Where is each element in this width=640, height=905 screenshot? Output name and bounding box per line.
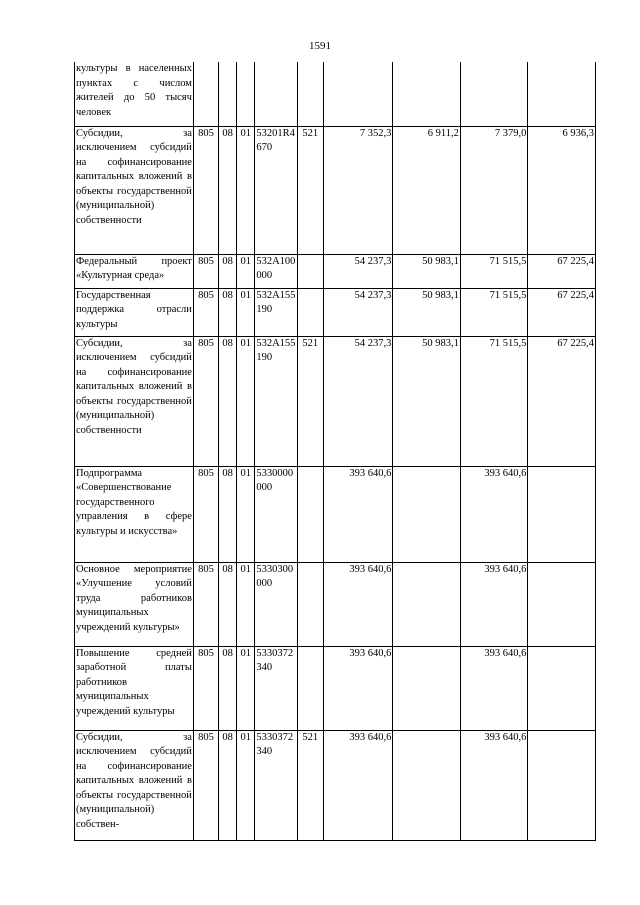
expense-type-cell: [297, 562, 323, 646]
amount-cell-1: [323, 62, 393, 126]
subsection-code-cell: 01: [237, 254, 255, 288]
table-row: [75, 254, 596, 288]
amount-cell-4: [528, 646, 596, 730]
amount-cell-2: 6 911,2: [393, 126, 461, 254]
amount-cell-3: 393 640,6: [460, 730, 528, 840]
expense-type-cell: [297, 646, 323, 730]
amount-cell-1: 54 237,3: [323, 336, 393, 466]
section-code-cell: [219, 62, 237, 126]
section-code-cell: 08: [219, 466, 237, 562]
amount-cell-3: 393 640,6: [460, 646, 528, 730]
amount-cell-4: [528, 62, 596, 126]
table-row: [75, 466, 596, 562]
admin-code-cell: [193, 62, 218, 126]
amount-cell-2: 50 983,1: [393, 254, 461, 288]
table-row: [75, 730, 596, 840]
target-article-cell: [255, 62, 297, 126]
subsection-code-cell: 01: [237, 730, 255, 840]
table-row: [75, 288, 596, 336]
section-code-cell: 08: [219, 254, 237, 288]
section-code-cell: 08: [219, 730, 237, 840]
budget-name-cell: Субсидии, за исключением субсидий на софинансирование капитальных вложений в объекты государственной (муниципальной) собственности: [75, 126, 194, 254]
amount-cell-1: 7 352,3: [323, 126, 393, 254]
target-article-cell: 532А155190: [255, 288, 297, 336]
amount-cell-1: 393 640,6: [323, 730, 393, 840]
amount-cell-4: [528, 466, 596, 562]
subsection-code-cell: 01: [237, 646, 255, 730]
amount-cell-4: 6 936,3: [528, 126, 596, 254]
amount-cell-2: [393, 62, 461, 126]
amount-cell-1: 393 640,6: [323, 466, 393, 562]
amount-cell-4: 67 225,4: [528, 254, 596, 288]
admin-code-cell: 805: [193, 254, 218, 288]
amount-cell-4: [528, 562, 596, 646]
section-code-cell: 08: [219, 336, 237, 466]
budget-table: [74, 62, 596, 841]
amount-cell-4: [528, 730, 596, 840]
admin-code-cell: 805: [193, 562, 218, 646]
section-code-cell: 08: [219, 288, 237, 336]
section-code-cell: 08: [219, 126, 237, 254]
section-code-cell: 08: [219, 562, 237, 646]
amount-cell-2: [393, 562, 461, 646]
amount-cell-2: [393, 730, 461, 840]
subsection-code-cell: 01: [237, 288, 255, 336]
page-number: 1591: [309, 40, 331, 52]
budget-name-cell: Государственная поддержка отрасли культуры: [75, 288, 194, 336]
admin-code-cell: 805: [193, 646, 218, 730]
subsection-code-cell: 01: [237, 126, 255, 254]
table-row: [75, 646, 596, 730]
target-article-cell: 5330000000: [255, 466, 297, 562]
amount-cell-3: 71 515,5: [460, 336, 528, 466]
budget-name-cell: Повышение средней заработной платы работников муниципальных учреждений культуры: [75, 646, 194, 730]
expense-type-cell: [297, 288, 323, 336]
admin-code-cell: 805: [193, 336, 218, 466]
budget-name-cell: Федеральный проект «Культурная среда»: [75, 254, 194, 288]
admin-code-cell: 805: [193, 126, 218, 254]
amount-cell-2: [393, 466, 461, 562]
amount-cell-1: 54 237,3: [323, 254, 393, 288]
expense-type-cell: 521: [297, 336, 323, 466]
budget-name-cell: культуры в населенных пунктах с числом жителей до 50 тысяч человек: [75, 62, 194, 126]
target-article-cell: 5330300000: [255, 562, 297, 646]
budget-name-cell: Субсидии, за исключением субсидий на софинансирование капитальных вложений в объекты государственной (муниципальной) собственности: [75, 336, 194, 466]
expense-type-cell: [297, 62, 323, 126]
admin-code-cell: 805: [193, 730, 218, 840]
amount-cell-1: 393 640,6: [323, 562, 393, 646]
expense-type-cell: [297, 466, 323, 562]
amount-cell-2: 50 983,1: [393, 336, 461, 466]
admin-code-cell: 805: [193, 288, 218, 336]
amount-cell-4: 67 225,4: [528, 336, 596, 466]
subsection-code-cell: 01: [237, 562, 255, 646]
table-row: [75, 336, 596, 466]
amount-cell-2: 50 983,1: [393, 288, 461, 336]
amount-cell-2: [393, 646, 461, 730]
subsection-code-cell: 01: [237, 336, 255, 466]
expense-type-cell: [297, 254, 323, 288]
target-article-cell: 5330372340: [255, 730, 297, 840]
subsection-code-cell: [237, 62, 255, 126]
budget-name-cell: Субсидии, за исключением субсидий на софинансирование капитальных вложений в объекты государственной (муниципальной) собствен-: [75, 730, 194, 840]
amount-cell-4: 67 225,4: [528, 288, 596, 336]
amount-cell-3: 71 515,5: [460, 288, 528, 336]
target-article-cell: 5330372340: [255, 646, 297, 730]
table-row: [75, 126, 596, 254]
table-row: [75, 62, 596, 126]
table-row: [75, 562, 596, 646]
budget-name-cell: Основное мероприятие «Улучшение условий труда работников муниципальных учреждений культуры»: [75, 562, 194, 646]
target-article-cell: 532А155190: [255, 336, 297, 466]
amount-cell-3: 7 379,0: [460, 126, 528, 254]
target-article-cell: 53201R4670: [255, 126, 297, 254]
amount-cell-1: 393 640,6: [323, 646, 393, 730]
expense-type-cell: 521: [297, 126, 323, 254]
amount-cell-3: 71 515,5: [460, 254, 528, 288]
section-code-cell: 08: [219, 646, 237, 730]
target-article-cell: 532А100000: [255, 254, 297, 288]
amount-cell-3: 393 640,6: [460, 466, 528, 562]
subsection-code-cell: 01: [237, 466, 255, 562]
expense-type-cell: 521: [297, 730, 323, 840]
budget-name-cell: Подпрограмма «Совершенствование государственного управления в сфере культуры и искусства»: [75, 466, 194, 562]
amount-cell-1: 54 237,3: [323, 288, 393, 336]
admin-code-cell: 805: [193, 466, 218, 562]
amount-cell-3: 393 640,6: [460, 562, 528, 646]
amount-cell-3: [460, 62, 528, 126]
